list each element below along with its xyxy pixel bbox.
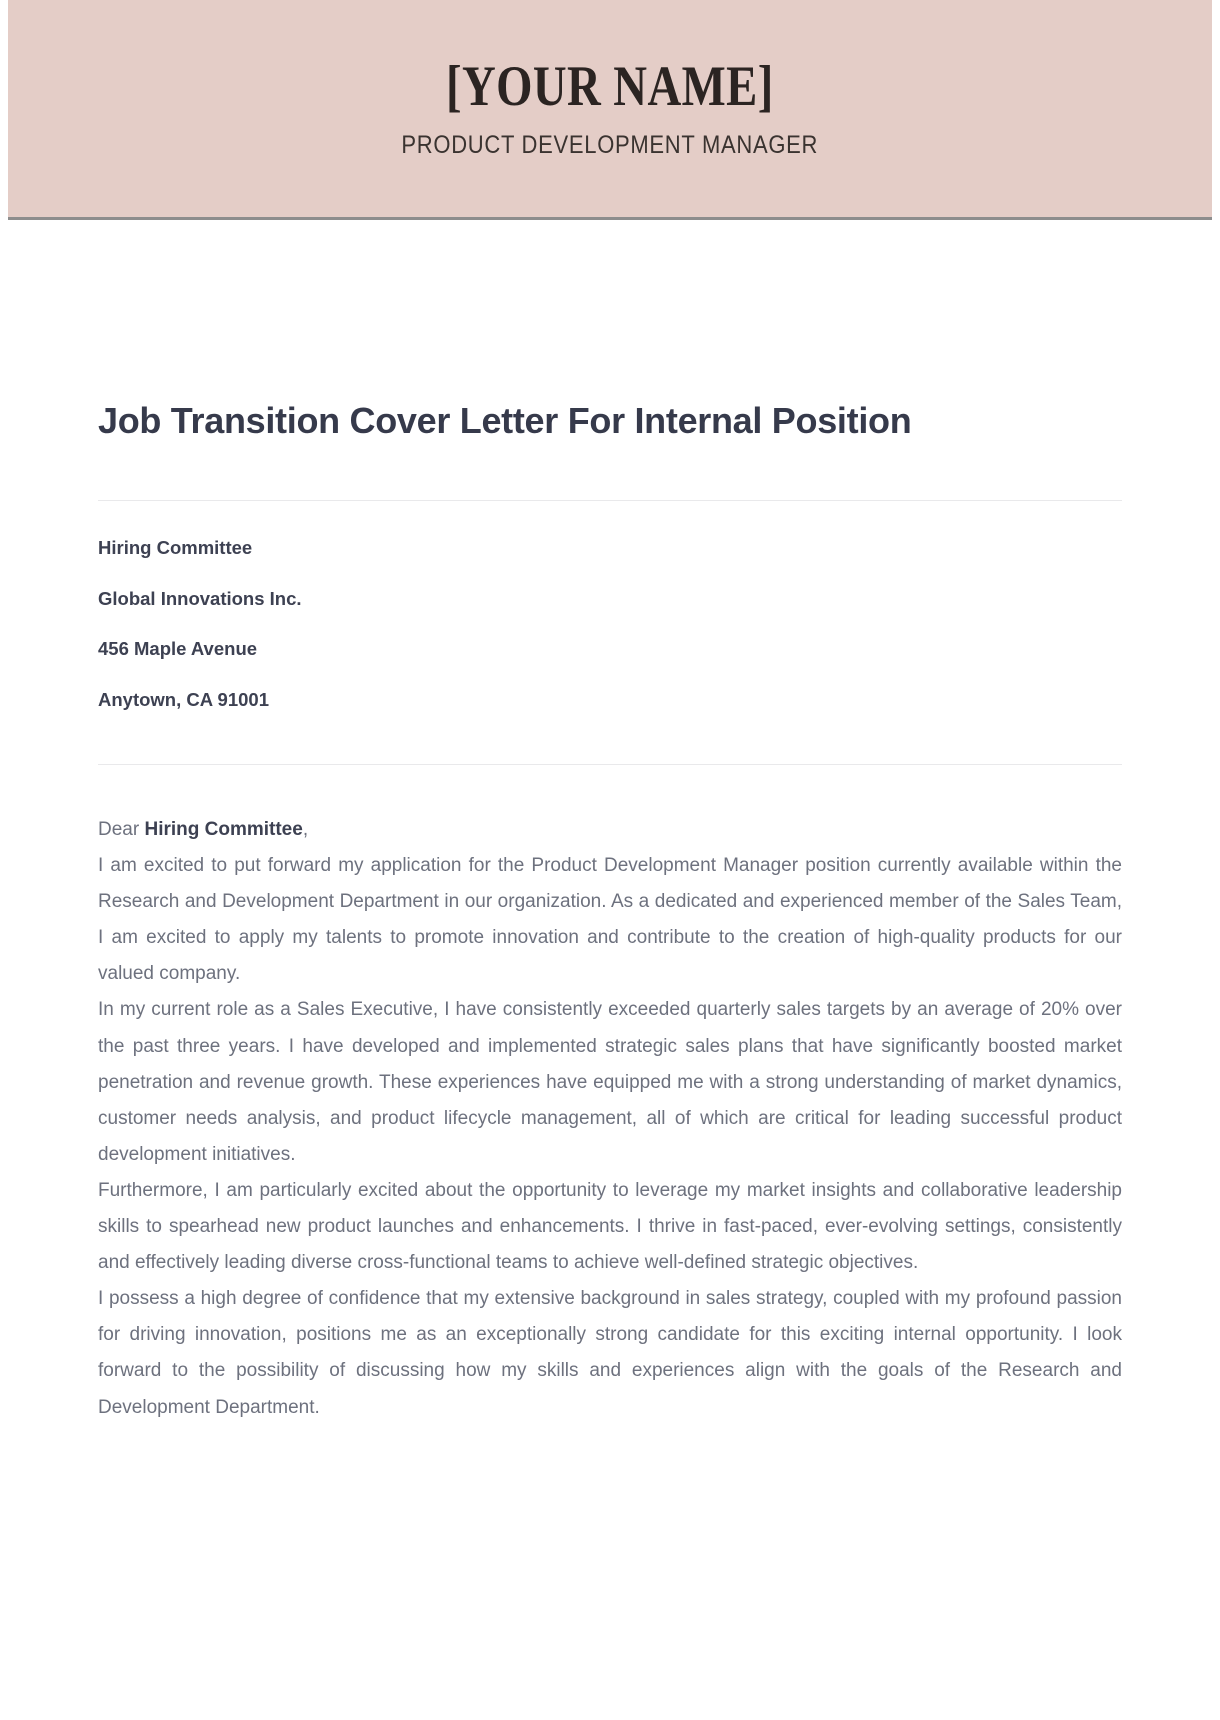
letter-paragraph: In my current role as a Sales Executive, I have consistently exceeded quarterly sales targets by an average of 20% over the past three years. I have developed and implemented strategic sales plans that have significantly boosted market penetration and revenue growth. These experiences have equipped me with a strong understanding of market dynamics, customer needs analysis, and product lifecycle management, all of which are critical for leading successful product development initiatives.: [98, 999, 1122, 1165]
salutation-recipient-name: Hiring Committee: [144, 819, 303, 840]
letterhead-banner: [8, 0, 1212, 220]
recipient-line: Anytown, CA 91001: [98, 688, 269, 710]
candidate-name: [YOUR NAME]: [446, 55, 774, 119]
candidate-job-title: PRODUCT DEVELOPMENT MANAGER: [401, 130, 819, 159]
recipient-line: Hiring Committee: [98, 537, 253, 558]
salutation-prefix: Dear: [98, 819, 145, 840]
salutation: [98, 765, 1122, 848]
letter-content: [0, 220, 1220, 1426]
salutation-suffix: ,: [302, 819, 309, 840]
letter-paragraph: Furthermore, I am particularly excited about the opportunity to leverage my market insights and collaborative leadership skills to spearhead new product launches and enhancements. I thrive in fast-paced, ever-evolving settings, consistently and effectively leading diverse cross-functional teams to achieve well-defined strategic objectives.: [98, 1179, 1122, 1274]
letter-paragraph: I possess a high degree of confidence that my extensive background in sales strategy, coupled with my profound passion for driving innovation, positions me as an exceptionally strong candidate for this exciting internal opportunity. I look forward to the possibility of discussing how my skills and experiences align with the goals of the Research and Development Department.: [98, 1288, 1122, 1418]
recipient-line: Global Innovations Inc.: [98, 587, 302, 609]
page-title: Job Transition Cover Letter For Internal Position: [98, 400, 912, 441]
letter-paragraph: I am excited to put forward my application for the Product Development Manager position currently available within the Research and Development Department in our organization. As a dedicated and experienced member of the Sales Team, I am excited to apply my talents to promote innovation and contribute to the creation of high-quality products for our valued company.: [98, 855, 1122, 985]
recipient-address-block: [98, 501, 1122, 709]
recipient-line: 456 Maple Avenue: [98, 638, 258, 659]
